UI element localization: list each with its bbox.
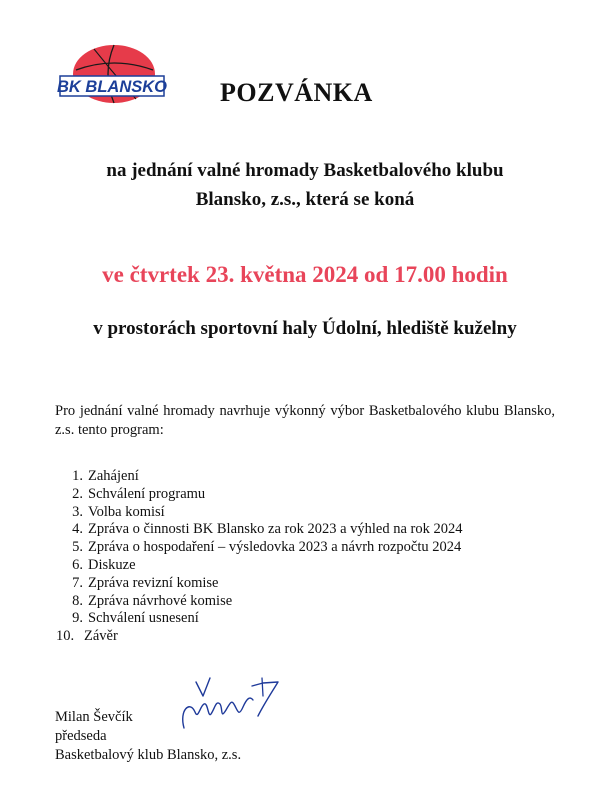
agenda-text: Volba komisí [88,503,165,520]
agenda-item [60,504,463,522]
agenda-number: 3. [72,503,83,520]
meeting-date: ve čtvrtek 23. května 2024 od 17.00 hodin [102,262,508,287]
logo-text: BK BLANSKO [57,78,167,96]
agenda-number: 8. [72,592,83,609]
agenda-text: Zpráva o hospodaření – výsledovka 2023 a návrh rozpočtu 2024 [88,539,462,556]
signer-name: Milan Ševčík [55,709,133,725]
agenda-item [60,557,463,575]
agenda-item [60,468,463,486]
agenda-text: Schválení programu [88,485,206,502]
agenda-number: 10. [56,628,75,645]
agenda-item [60,521,463,539]
agenda-item [60,610,463,628]
agenda-text: Zpráva o činnosti BK Blansko za rok 2023 a výhled na rok 2024 [88,521,463,538]
signer-organization: Basketbalový klub Blansko, z.s. [55,747,242,763]
agenda-number: 2. [72,485,83,502]
subtitle-line-1: na jednání valné hromady Basketbalového klubu [106,160,504,181]
agenda-number: 4. [72,521,83,538]
agenda-number: 9. [72,610,83,627]
subtitle-line-2: Blansko, z.s., která se koná [195,189,415,210]
agenda-text: Diskuze [88,556,136,573]
agenda-item [60,575,463,593]
agenda-text: Zpráva revizní komise [88,574,219,591]
agenda-item [56,628,463,646]
agenda-number: 6. [72,556,83,573]
agenda-item [60,539,463,557]
agenda-text: Zahájení [88,468,139,484]
program-intro: Pro jednání valné hromady navrhuje výkonný výbor Basketbalového klubu Blansko, z.s. tento program: [55,403,555,438]
signer-role: předseda [55,728,107,744]
agenda-item [60,486,463,504]
agenda-list [56,468,463,646]
agenda-text: Schválení usnesení [88,610,199,627]
agenda-number: 5. [72,539,83,556]
handwritten-signature [170,670,285,740]
page-title: POZVÁNKA [220,78,373,107]
agenda-number: 1. [72,468,83,484]
agenda-text: Závěr [84,628,118,645]
agenda-item [60,593,463,611]
bk-blansko-logo [56,44,168,108]
agenda-number: 7. [72,574,83,591]
agenda-text: Zpráva návrhové komise [88,592,233,609]
meeting-place: v prostorách sportovní haly Údolní, hlediště kuželny [93,318,517,339]
